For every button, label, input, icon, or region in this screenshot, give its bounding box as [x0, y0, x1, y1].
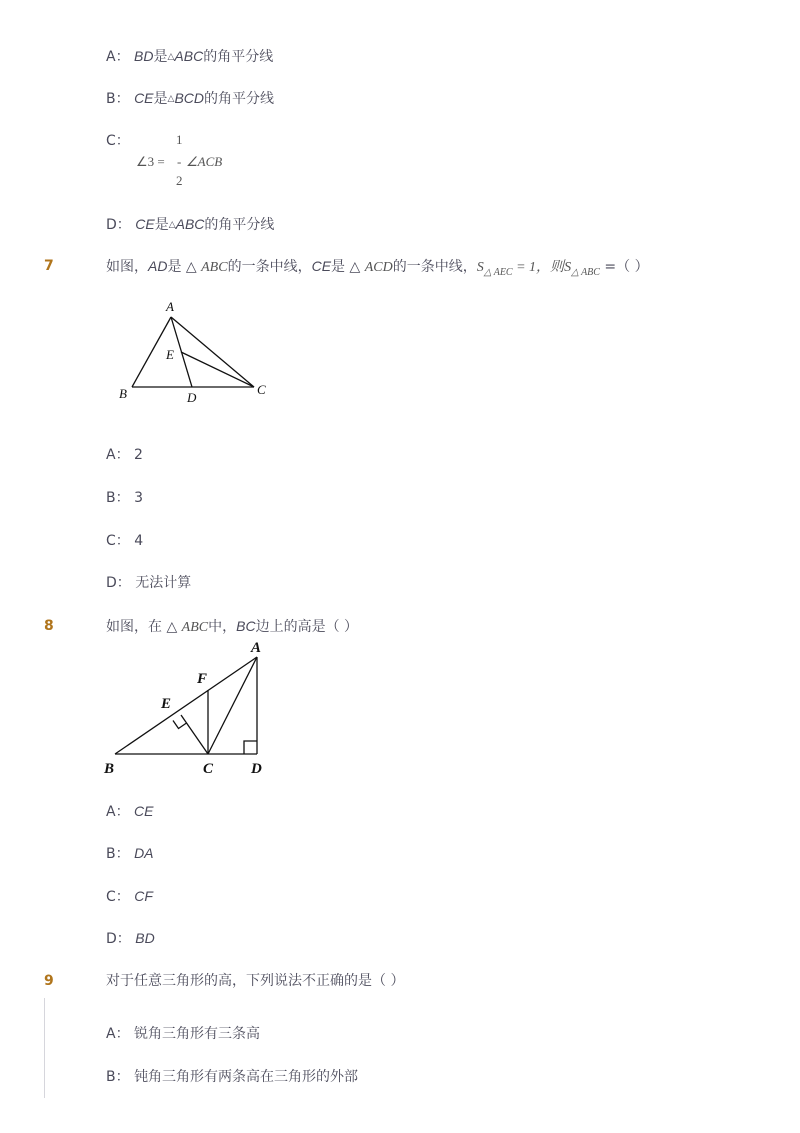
q8-triangle-figure [100, 637, 280, 782]
left-border-line [44, 998, 45, 1098]
label-e: E [161, 696, 172, 712]
label-b: B [119, 386, 127, 401]
triangle-name: BCD [174, 90, 204, 106]
segment-name: BD [134, 48, 154, 64]
option-key: A： [106, 49, 130, 65]
q8-option-b[interactable]: B： DA [106, 845, 154, 862]
option-text: 的角平分线 [204, 91, 274, 107]
option-key: D： [106, 217, 131, 233]
label-d: D [187, 390, 197, 405]
question-7-text: 如图，AD是 △ ABC的一条中线，CE是 △ ACD的一条中线，$S_{\triangle AEC} = 1$，则$S_{\triangle ABC}$ =（ ） [106, 258, 649, 278]
q6-option-a[interactable] [106, 47, 273, 66]
q7-triangle-figure [110, 296, 280, 410]
label-a: A [166, 299, 174, 314]
q9-option-a[interactable]: A： 锐角三角形有三条高 [106, 1026, 261, 1042]
triangle-symbol: △ [167, 94, 175, 104]
question-number: 8 [44, 618, 54, 634]
fraction-numerator: 1 [176, 132, 183, 147]
option-text: 的角平分线 [204, 217, 275, 233]
label-e: E [166, 347, 174, 362]
option-text: 是 [153, 91, 168, 107]
q8-option-c[interactable]: C： CF [106, 888, 153, 905]
q7-option-d[interactable]: D： 无法计算 [106, 575, 192, 591]
triangle-symbol: △ [167, 52, 175, 62]
fraction-denominator: 2 [176, 173, 183, 188]
q6-option-b[interactable] [106, 89, 274, 108]
label-c: C [257, 382, 266, 397]
label-c: C [203, 761, 214, 777]
question-number: 7 [44, 258, 54, 274]
option-text: 是 [153, 49, 168, 65]
q6-option-c[interactable] [106, 132, 130, 150]
label-b: B [104, 761, 115, 777]
q9-option-b[interactable]: B： 钝角三角形有两条高在三角形的外部 [106, 1069, 359, 1085]
option-text: 的角平分线 [203, 49, 274, 65]
label-a: A [251, 640, 262, 656]
question-number: 9 [44, 973, 54, 989]
segment-name: CE [134, 90, 154, 106]
question-8-text: 如图，在 △ ABC中，BC边上的高是（ ） [106, 618, 359, 635]
segment-name: CE [135, 216, 155, 232]
question-9-text: 对于任意三角形的高，下列说法不正确的是（ ） [106, 973, 405, 989]
option-key: C： [106, 133, 130, 149]
triangle-symbol: △ [168, 220, 176, 230]
fraction-bar: - [177, 154, 182, 169]
formula-rhs: ∠ACB [186, 154, 223, 169]
triangle-name: ABC [174, 48, 204, 64]
q6-option-d[interactable] [106, 215, 274, 234]
q8-option-a[interactable]: A： CE [106, 803, 154, 820]
triangle-name: ABC [175, 216, 205, 232]
label-f: F [197, 671, 208, 687]
q7-option-a[interactable]: A： 2 [106, 447, 143, 463]
option-text: 是 [154, 217, 169, 233]
formula-lhs: ∠3 = [136, 154, 165, 169]
label-d: D [251, 761, 262, 777]
option-key: B： [106, 91, 130, 107]
q7-option-c[interactable]: C： 4 [106, 533, 144, 549]
q7-option-b[interactable]: B： 3 [106, 490, 143, 506]
q8-option-d[interactable]: D： BD [106, 930, 155, 947]
